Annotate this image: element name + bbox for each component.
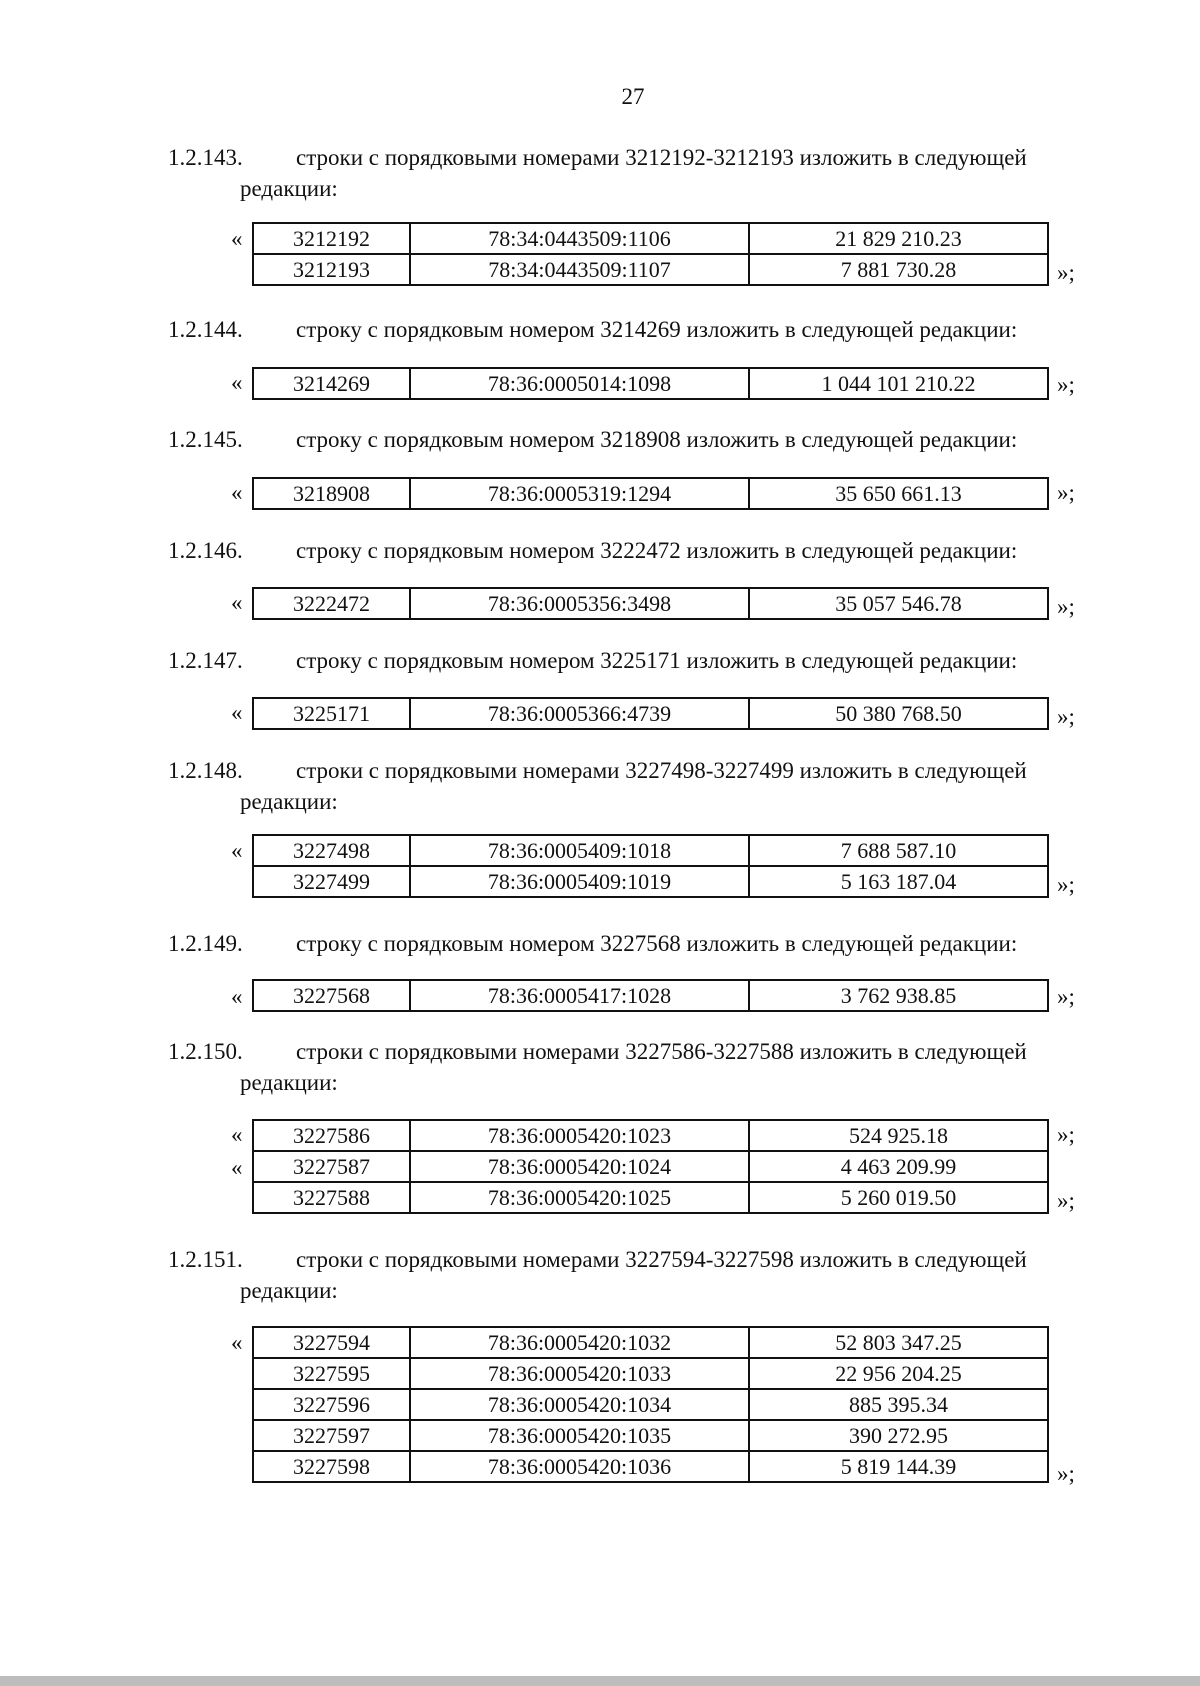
value-cell: 35 057 546.78 <box>749 588 1048 619</box>
amendment-item-147 <box>168 645 1126 676</box>
closing-quote: »; <box>1057 594 1075 619</box>
row-number-cell: 3227499 <box>253 866 410 897</box>
item-number: 1.2.147. <box>168 648 243 673</box>
closing-quote: »; <box>1057 1461 1075 1486</box>
amendment-item-143 <box>168 142 1126 204</box>
row-number-cell: 3214269 <box>253 368 410 399</box>
item-text-continuation: редакции: <box>240 1278 338 1303</box>
table-row <box>253 478 1048 509</box>
closing-quote: »; <box>1057 260 1075 285</box>
value-cell: 5 819 144.39 <box>749 1451 1048 1482</box>
cadastral-number-cell: 78:34:0443509:1107 <box>410 254 749 285</box>
row-number-cell: 3227568 <box>253 980 410 1011</box>
cadastral-number-cell: 78:36:0005356:3498 <box>410 588 749 619</box>
closing-quote: »; <box>1057 704 1075 729</box>
item-number: 1.2.148. <box>168 758 243 783</box>
item-number: 1.2.150. <box>168 1039 243 1064</box>
cadastral-number-cell: 78:36:0005420:1034 <box>410 1389 749 1420</box>
item-text-continuation: редакции: <box>240 176 338 201</box>
page-number: 27 <box>621 84 645 109</box>
row-number-cell: 3227595 <box>253 1358 410 1389</box>
item-text: строки с порядковыми номерами 3227586-3227588 изложить в следующей <box>296 1039 1027 1064</box>
value-cell: 50 380 768.50 <box>749 698 1048 729</box>
closing-quote: »; <box>1057 372 1075 397</box>
value-cell: 885 395.34 <box>749 1389 1048 1420</box>
table-row <box>253 368 1048 399</box>
table-row <box>253 1120 1048 1151</box>
item-text: строку с порядковым номером 3214269 изложить в следующей редакции: <box>296 317 1018 342</box>
table-row <box>253 835 1048 866</box>
opening-quote: « <box>231 1155 243 1180</box>
cadastral-number-cell: 78:36:0005420:1036 <box>410 1451 749 1482</box>
value-cell: 52 803 347.25 <box>749 1327 1048 1358</box>
table-row <box>253 1327 1048 1358</box>
table-row <box>253 1151 1048 1182</box>
amendment-item-148 <box>168 755 1126 817</box>
item-text-continuation: редакции: <box>240 1070 338 1095</box>
cadastral-number-cell: 78:36:0005420:1024 <box>410 1151 749 1182</box>
amendment-table-147 <box>252 697 1049 730</box>
amendment-table-145 <box>252 477 1049 510</box>
item-number: 1.2.146. <box>168 538 243 563</box>
closing-quote: »; <box>1057 984 1075 1009</box>
cadastral-number-cell: 78:36:0005420:1023 <box>410 1120 749 1151</box>
amendment-item-144 <box>168 314 1126 345</box>
table-row <box>253 866 1048 897</box>
value-cell: 5 163 187.04 <box>749 866 1048 897</box>
row-number-cell: 3227597 <box>253 1420 410 1451</box>
cadastral-number-cell: 78:36:0005420:1033 <box>410 1358 749 1389</box>
value-cell: 524 925.18 <box>749 1120 1048 1151</box>
row-number-cell: 3212192 <box>253 223 410 254</box>
item-text: строку с порядковым номером 3218908 изложить в следующей редакции: <box>296 427 1018 452</box>
item-number: 1.2.145. <box>168 427 243 452</box>
amendment-table-151 <box>252 1326 1049 1483</box>
item-number: 1.2.144. <box>168 317 243 342</box>
scan-bottom-edge <box>0 1676 1200 1686</box>
amendment-item-145 <box>168 424 1126 455</box>
row-number-cell: 3227598 <box>253 1451 410 1482</box>
opening-quote: « <box>231 1122 243 1147</box>
item-text: строку с порядковым номером 3222472 изложить в следующей редакции: <box>296 538 1018 563</box>
item-text-continuation: редакции: <box>240 789 338 814</box>
value-cell: 21 829 210.23 <box>749 223 1048 254</box>
amendment-table-146 <box>252 587 1049 620</box>
amendment-table-143 <box>252 222 1049 286</box>
table-row <box>253 588 1048 619</box>
table-row <box>253 1358 1048 1389</box>
cadastral-number-cell: 78:34:0443509:1106 <box>410 223 749 254</box>
opening-quote: « <box>231 370 243 395</box>
value-cell: 1 044 101 210.22 <box>749 368 1048 399</box>
table-row <box>253 223 1048 254</box>
cadastral-number-cell: 78:36:0005417:1028 <box>410 980 749 1011</box>
value-cell: 7 688 587.10 <box>749 835 1048 866</box>
value-cell: 7 881 730.28 <box>749 254 1048 285</box>
opening-quote: « <box>231 700 243 725</box>
cadastral-number-cell: 78:36:0005319:1294 <box>410 478 749 509</box>
amendment-table-149 <box>252 979 1049 1012</box>
table-row <box>253 1182 1048 1213</box>
opening-quote: « <box>231 480 243 505</box>
value-cell: 5 260 019.50 <box>749 1182 1048 1213</box>
amendment-table-148 <box>252 834 1049 898</box>
cadastral-number-cell: 78:36:0005014:1098 <box>410 368 749 399</box>
item-text: строки с порядковыми номерами 3227498-3227499 изложить в следующей <box>296 758 1027 783</box>
row-number-cell: 3227596 <box>253 1389 410 1420</box>
amendment-item-146 <box>168 535 1126 566</box>
cadastral-number-cell: 78:36:0005366:4739 <box>410 698 749 729</box>
item-text: строки с порядковыми номерами 3227594-3227598 изложить в следующей <box>296 1247 1027 1272</box>
amendment-table-144 <box>252 367 1049 400</box>
item-text: строку с порядковым номером 3225171 изложить в следующей редакции: <box>296 648 1018 673</box>
table-row <box>253 1420 1048 1451</box>
cadastral-number-cell: 78:36:0005409:1018 <box>410 835 749 866</box>
cadastral-number-cell: 78:36:0005420:1025 <box>410 1182 749 1213</box>
table-row <box>253 254 1048 285</box>
value-cell: 3 762 938.85 <box>749 980 1048 1011</box>
closing-quote: »; <box>1057 1188 1075 1213</box>
opening-quote: « <box>231 226 243 251</box>
item-text: строку с порядковым номером 3227568 изложить в следующей редакции: <box>296 931 1018 956</box>
cadastral-number-cell: 78:36:0005420:1035 <box>410 1420 749 1451</box>
item-number: 1.2.143. <box>168 145 243 170</box>
row-number-cell: 3222472 <box>253 588 410 619</box>
amendment-item-151 <box>168 1244 1126 1306</box>
cadastral-number-cell: 78:36:0005420:1032 <box>410 1327 749 1358</box>
opening-quote: « <box>231 1330 243 1355</box>
table-row <box>253 698 1048 729</box>
value-cell: 22 956 204.25 <box>749 1358 1048 1389</box>
table-row <box>253 980 1048 1011</box>
row-number-cell: 3227586 <box>253 1120 410 1151</box>
row-number-cell: 3227594 <box>253 1327 410 1358</box>
value-cell: 4 463 209.99 <box>749 1151 1048 1182</box>
closing-quote: »; <box>1057 480 1075 505</box>
row-number-cell: 3225171 <box>253 698 410 729</box>
amendment-item-149 <box>168 928 1126 959</box>
amendment-table-150 <box>252 1119 1049 1214</box>
amendment-item-150 <box>168 1036 1126 1098</box>
cadastral-number-cell: 78:36:0005409:1019 <box>410 866 749 897</box>
value-cell: 35 650 661.13 <box>749 478 1048 509</box>
closing-quote: »; <box>1057 1122 1075 1147</box>
value-cell: 390 272.95 <box>749 1420 1048 1451</box>
opening-quote: « <box>231 838 243 863</box>
item-number: 1.2.151. <box>168 1247 243 1272</box>
closing-quote: »; <box>1057 872 1075 897</box>
opening-quote: « <box>231 984 243 1009</box>
row-number-cell: 3227498 <box>253 835 410 866</box>
table-row <box>253 1389 1048 1420</box>
item-text: строки с порядковыми номерами 3212192-3212193 изложить в следующей <box>296 145 1027 170</box>
row-number-cell: 3227588 <box>253 1182 410 1213</box>
table-row <box>253 1451 1048 1482</box>
row-number-cell: 3212193 <box>253 254 410 285</box>
row-number-cell: 3227587 <box>253 1151 410 1182</box>
opening-quote: « <box>231 590 243 615</box>
row-number-cell: 3218908 <box>253 478 410 509</box>
item-number: 1.2.149. <box>168 931 243 956</box>
